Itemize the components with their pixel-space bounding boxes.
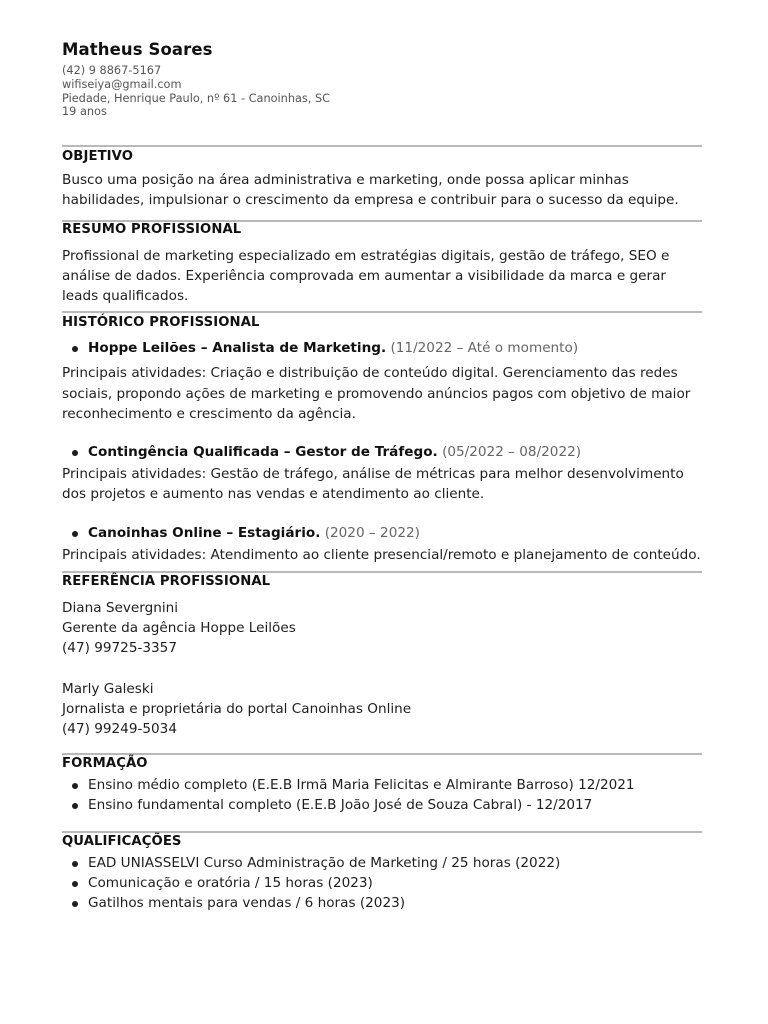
summary-section bbox=[62, 220, 702, 307]
phone-number: (42) 9 8867-5167 bbox=[62, 64, 162, 77]
bullet-icon bbox=[72, 346, 78, 352]
contact-info bbox=[62, 64, 702, 119]
list-item: Comunicação e oratória / 15 horas (2023) bbox=[62, 873, 702, 893]
section-divider bbox=[62, 311, 702, 313]
education-section bbox=[62, 753, 702, 815]
job-description: Principais atividades: Criação e distribuição de conteúdo digital. Gerenciamento das redes sociais, propondo ações de marketing e promovendo anúncios pagos com objetivo de maior reconhecimento e crescimento da agência. bbox=[62, 365, 691, 422]
reference-phone: (47) 99249-5034 bbox=[62, 721, 177, 738]
job-heading bbox=[62, 338, 702, 358]
job-title: Hoppe Leilões – Analista de Marketing. bbox=[88, 340, 387, 357]
section-title: REFERÊNCIA PROFISSIONAL bbox=[62, 574, 271, 590]
candidate-name: Matheus Soares bbox=[62, 40, 213, 59]
bullet-icon bbox=[72, 531, 78, 537]
reference-role: Gerente da agência Hoppe Leilões bbox=[62, 620, 296, 637]
reference-entry bbox=[62, 679, 702, 740]
job-entry bbox=[62, 523, 702, 565]
summary-text: Profissional de marketing especializado em estratégias digitais, gestão de tráfego, SEO e análise de dados. Experiência comprovada em aumentar a visibilidade da marca e gerar leads qualificados. bbox=[62, 247, 670, 304]
list-item: EAD UNIASSELVI Curso Administração de Marketing / 25 horas (2022) bbox=[62, 853, 702, 873]
job-entry bbox=[62, 338, 702, 424]
job-period: (05/2022 – 08/2022) bbox=[442, 444, 582, 461]
job-description: Principais atividades: Gestão de tráfego, análise de métricas para melhor desenvolvimento dos projetos e aumento nas vendas e atendimento ao cliente. bbox=[62, 466, 684, 503]
section-title: FORMAÇÃO bbox=[62, 756, 148, 772]
education-list bbox=[62, 775, 702, 815]
job-entry bbox=[62, 442, 702, 505]
section-title: QUALIFICAÇÕES bbox=[62, 833, 182, 849]
bullet-icon bbox=[72, 450, 78, 456]
reference-name: Diana Severgnini bbox=[62, 600, 179, 617]
section-title: HISTÓRICO PROFISSIONAL bbox=[62, 315, 260, 331]
age: 19 anos bbox=[62, 105, 107, 119]
objective-section bbox=[62, 145, 702, 210]
resume-header bbox=[62, 38, 702, 119]
section-title: RESUMO PROFISSIONAL bbox=[62, 221, 242, 237]
resume-page bbox=[62, 38, 702, 913]
section-title: OBJETIVO bbox=[62, 149, 134, 165]
references-section bbox=[62, 571, 702, 739]
qualifications-list bbox=[62, 853, 702, 914]
list-item: Ensino fundamental completo (E.E.B João José de Souza Cabral) - 12/2017 bbox=[62, 795, 702, 815]
job-title: Contingência Qualificada – Gestor de Tráfego. bbox=[88, 444, 438, 461]
reference-role: Jornalista e proprietária do portal Canoinhas Online bbox=[62, 700, 412, 717]
job-title: Canoinhas Online – Estagiário. bbox=[88, 524, 321, 541]
section-divider bbox=[62, 145, 702, 147]
job-heading bbox=[62, 523, 702, 543]
job-heading bbox=[62, 442, 702, 462]
job-period: (2020 – 2022) bbox=[324, 524, 420, 541]
objective-text: Busco uma posição na área administrativa e marketing, onde possa aplicar minhas habilidades, impulsionar o crescimento da empresa e contribuir para o sucesso da equipe. bbox=[62, 172, 679, 209]
reference-name: Marly Galeski bbox=[62, 680, 154, 697]
history-section bbox=[62, 311, 702, 565]
qualifications-section bbox=[62, 831, 702, 914]
reference-entry bbox=[62, 598, 702, 659]
job-description: Principais atividades: Atendimento ao cliente presencial/remoto e planejamento de conteúdo. bbox=[62, 546, 701, 563]
list-item: Ensino médio completo (E.E.B Irmã Maria Felicitas e Almirante Barroso) 12/2021 bbox=[62, 775, 702, 795]
email-address: wifiseiya@gmail.com bbox=[62, 77, 182, 91]
list-item: Gatilhos mentais para vendas / 6 horas (2023) bbox=[62, 893, 702, 913]
home-address: Piedade, Henrique Paulo, nº 61 - Canoinhas, SC bbox=[62, 91, 331, 105]
reference-phone: (47) 99725-3357 bbox=[62, 640, 177, 657]
job-period: (11/2022 – Até o momento) bbox=[390, 340, 579, 357]
